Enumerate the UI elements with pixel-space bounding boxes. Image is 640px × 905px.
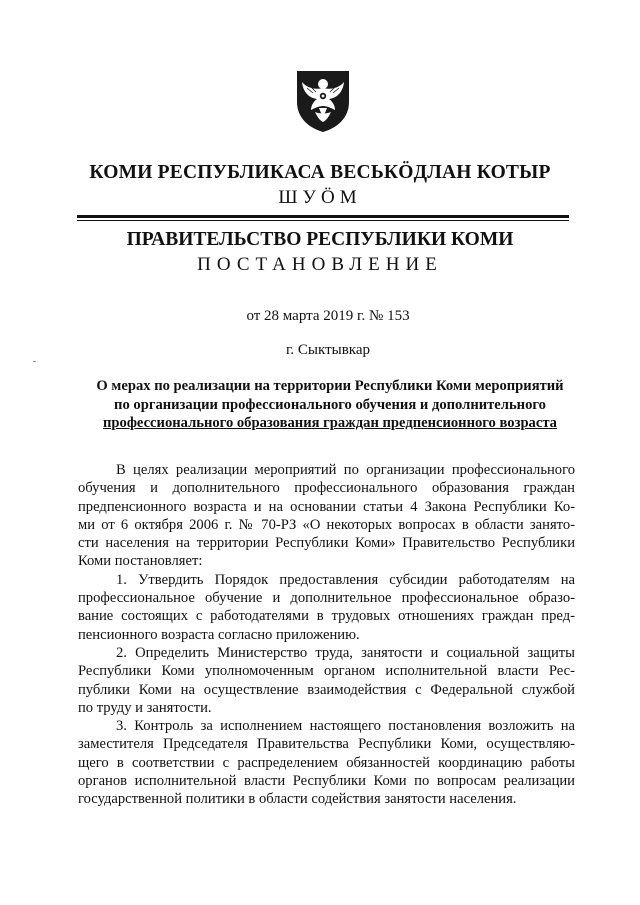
document-date-number: от 28 марта 2019 г. № 153: [246, 308, 410, 324]
body-line: по труду и занятости.: [78, 699, 212, 716]
body-line: публики Коми на осуществление взаимодействия с Федеральной службой: [78, 681, 575, 698]
title-line: профессионального образования граждан предпенсионного возраста: [103, 415, 557, 431]
body-line: Коми постановляет:: [78, 553, 203, 570]
margin-mark: [33, 361, 36, 362]
header-document-type: ПОСТАНОВЛЕНИЕ: [197, 254, 443, 275]
komi-coat-of-arms-icon: [293, 68, 353, 134]
body-line: 2. Определить Министерство труда, занятости и социальной защиты: [116, 644, 575, 661]
body-line: вание состоящих с работодателями в трудовых отношениях граждан пред-: [78, 608, 575, 625]
body-line: пенсионного возраста согласно приложению.: [78, 626, 360, 643]
title-line: по организации профессионального обучения и дополнительного: [114, 396, 546, 413]
body-line: профессиональное обучение и дополнительное профессиональное образо-: [78, 590, 575, 607]
body-line: органов исполнительной власти Республики Коми по вопросам реализации: [78, 773, 575, 790]
header-government-title: ПРАВИТЕЛЬСТВО РЕСПУБЛИКИ КОМИ: [126, 229, 514, 250]
document-city: г. Сыктывкар: [285, 342, 371, 358]
body-line: обучения и дополнительного профессионального образования граждан: [78, 480, 575, 497]
body-line: 1. Утвердить Порядок предоставления субсидии работодателям на: [116, 571, 575, 588]
body-line: В целях реализации мероприятий по организации профессионального: [116, 462, 575, 478]
header-komi-subtitle: ШУÖМ: [278, 187, 362, 208]
header-divider-thin: [77, 220, 569, 221]
body-line: предпенсионного возраста и на основании статьи 4 Закона Республики Ко-: [78, 498, 575, 515]
header-divider-thick: [77, 215, 569, 218]
title-line: О мерах по реализации на территории Республики Коми мероприятий: [96, 378, 564, 394]
body-line: щего в соответствии с распределением обязанностей координацию работы: [78, 754, 575, 771]
document-body: [78, 461, 575, 809]
header-komi-title: КОМИ РЕСПУБЛИКАСА ВЕСЬКÖДЛАН КОТЫР: [89, 162, 551, 183]
body-line: государственной политики в области содействия занятости населения.: [78, 791, 517, 808]
body-line: сти населения на территории Республики Коми» Правительство Республики: [78, 535, 575, 552]
document-title: [60, 377, 600, 433]
body-line: заместителя Председателя Правительства Республики Коми, осуществляю-: [78, 736, 575, 753]
body-line: 3. Контроль за исполнением настоящего постановления возложить на: [116, 718, 575, 735]
body-line: ми от 6 октября 2006 г. № 70-РЗ «О некоторых вопросах в области занято-: [78, 516, 575, 533]
body-line: Республики Коми уполномоченным органом исполнительной власти Рес-: [78, 663, 575, 680]
